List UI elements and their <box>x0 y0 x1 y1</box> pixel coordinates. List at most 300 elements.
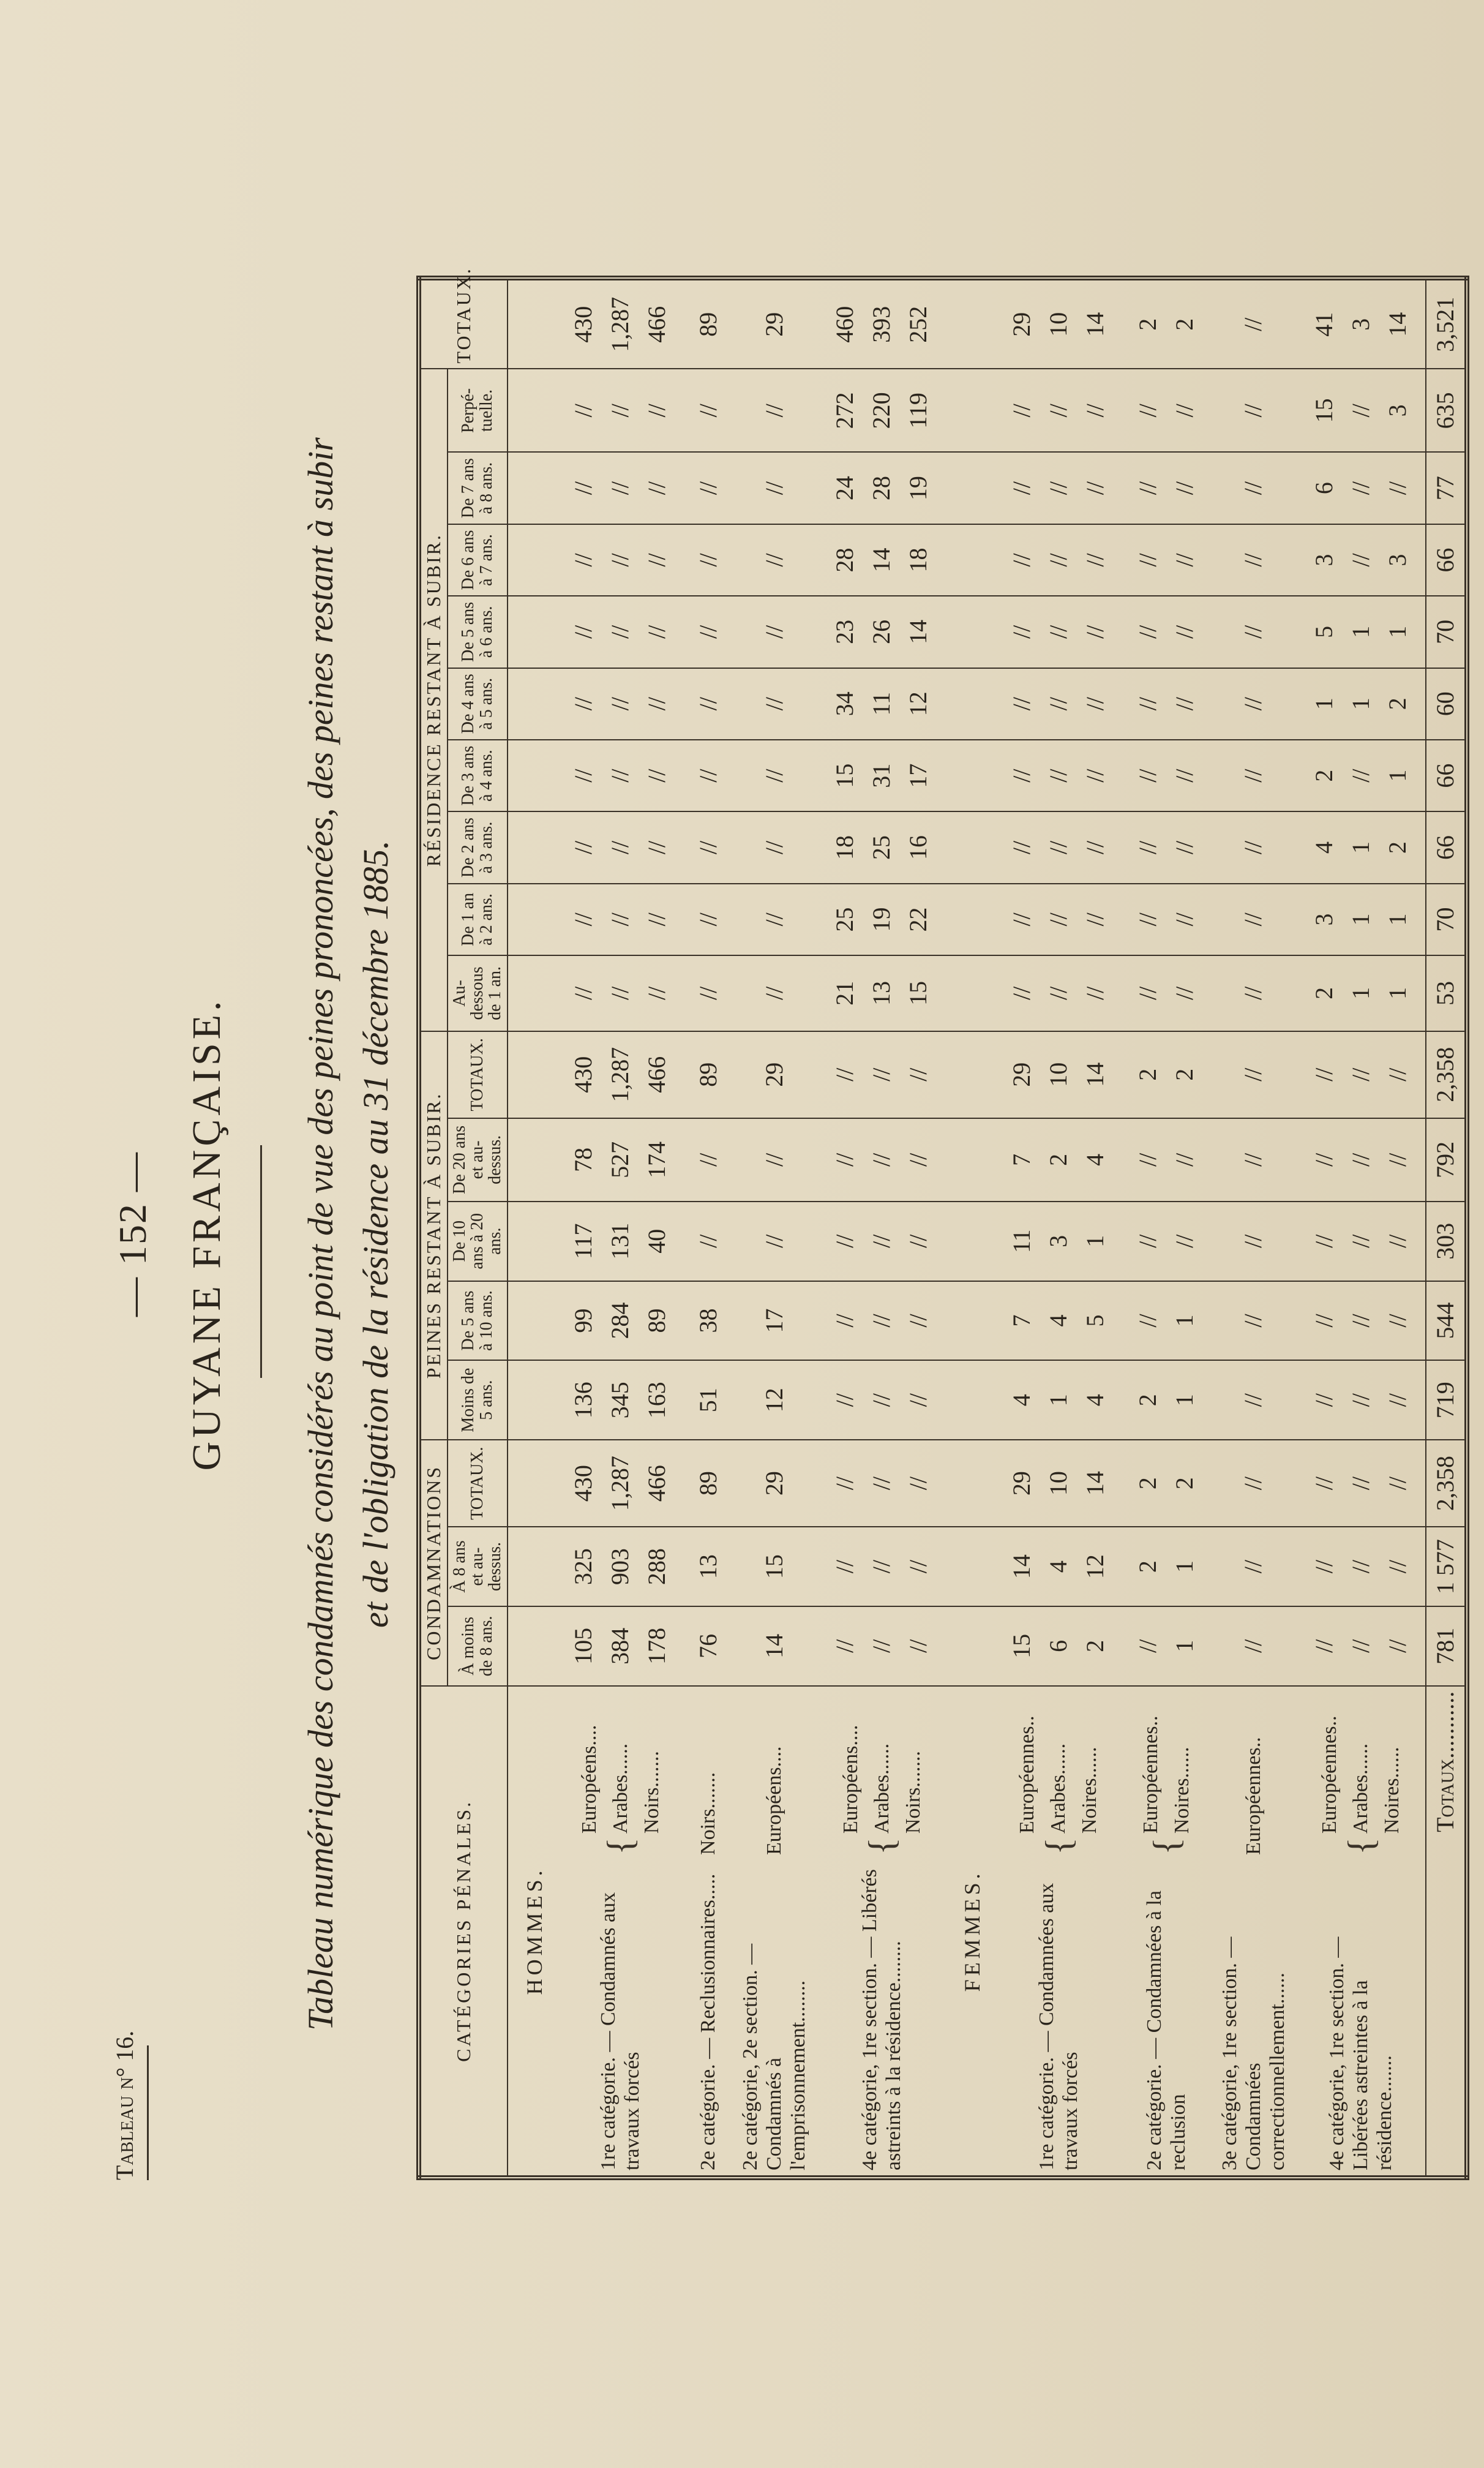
value: 903 <box>606 1548 634 1586</box>
res-cell <box>1296 955 1425 1031</box>
value: // <box>1134 1314 1162 1328</box>
res-cell <box>817 884 946 955</box>
category-label: 1re catégorie. — Condamnées aux travaux forcés <box>1035 1883 1082 2170</box>
res-cell <box>1210 884 1296 955</box>
value: 11 <box>1007 1229 1035 1253</box>
table-row <box>556 278 684 2178</box>
value: // <box>643 840 671 855</box>
cond-cell <box>1123 1440 1210 1527</box>
total-cell <box>994 278 1123 369</box>
value: // <box>1007 986 1035 1001</box>
value: // <box>1171 1153 1199 1167</box>
total-cell <box>1210 278 1296 369</box>
value: // <box>904 1477 932 1491</box>
value: 15 <box>831 763 858 788</box>
value: // <box>606 986 634 1001</box>
value: // <box>1171 625 1199 639</box>
category-label: 4e catégorie, 1re section. — Libérées astreintes à la résidence....... <box>1325 1936 1396 2170</box>
value: 15 <box>1310 398 1338 423</box>
value: 252 <box>904 306 932 343</box>
value: // <box>1081 553 1109 567</box>
value: 2 <box>1383 698 1411 710</box>
res-cell <box>994 369 1123 452</box>
subcategory-label: Noirs....... <box>901 1751 924 1834</box>
value: // <box>760 625 788 639</box>
value: 466 <box>643 1465 671 1502</box>
value: // <box>1239 404 1267 418</box>
peines-cell <box>817 1360 946 1440</box>
res-cell <box>1296 740 1425 811</box>
value: // <box>904 1234 932 1248</box>
peines-cell <box>732 1031 817 1118</box>
value: // <box>1346 553 1374 567</box>
empty-cell <box>946 811 994 883</box>
value: 99 <box>569 1308 598 1333</box>
value: // <box>1007 769 1035 783</box>
value: // <box>1239 481 1267 495</box>
value: 1 <box>1346 698 1374 710</box>
value: // <box>1239 317 1267 331</box>
category-cell <box>1296 1860 1425 2178</box>
header-res-col: De 7 ans à 8 ans. <box>448 452 508 524</box>
value: 178 <box>643 1627 671 1665</box>
res-cell <box>1123 811 1210 883</box>
peines-cell <box>1296 1118 1425 1202</box>
value: 105 <box>569 1627 598 1665</box>
totals-res-cell: 60 <box>1426 668 1467 740</box>
res-cell <box>1210 740 1296 811</box>
statistics-table <box>416 267 1469 2180</box>
value: // <box>868 1559 895 1574</box>
res-cell <box>994 740 1123 811</box>
cond-cell <box>817 1606 946 1686</box>
value: // <box>760 481 788 495</box>
res-cell <box>556 955 684 1031</box>
value: 11 <box>868 692 895 716</box>
empty-cell <box>508 668 556 740</box>
value: // <box>1346 1067 1374 1082</box>
value: // <box>569 986 598 1001</box>
subcategory-cell <box>1296 1686 1425 1860</box>
res-cell <box>1123 369 1210 452</box>
value: // <box>694 553 722 567</box>
subcategory-list <box>574 1725 667 1834</box>
cond-cell <box>817 1440 946 1527</box>
value: // <box>1134 769 1162 783</box>
value: 174 <box>643 1141 671 1178</box>
brace-glyph: { <box>861 1837 902 1855</box>
header-totaux: TOTAUX. <box>419 278 508 369</box>
subcategory-label: Arabes...... <box>609 1743 632 1834</box>
empty-cell <box>946 1440 994 1527</box>
value: // <box>1310 1559 1338 1574</box>
res-cell <box>556 452 684 524</box>
value: 1 <box>1171 1639 1199 1652</box>
value: // <box>569 481 598 495</box>
grand-total-cell: 3,521 <box>1426 278 1467 369</box>
peines-cell <box>817 1118 946 1202</box>
value: // <box>831 1153 858 1167</box>
value: 2 <box>1044 1153 1072 1166</box>
value: 13 <box>694 1554 722 1579</box>
value: 12 <box>1081 1554 1109 1579</box>
total-cell <box>1123 278 1210 369</box>
category-label: 1re catégorie. — Condamnés aux travaux forcés <box>597 1892 644 2170</box>
subcategory-cell <box>685 1686 732 1860</box>
subcategory-group <box>1135 1691 1197 1855</box>
value: 29 <box>760 312 788 337</box>
page-title: GUYANE FRANÇAISE. <box>184 997 229 1471</box>
subcategory-label: Européennes.. <box>1242 1737 1265 1855</box>
cond-cell <box>1210 1440 1296 1527</box>
value: // <box>1310 1234 1338 1248</box>
empty-cell <box>508 955 556 1031</box>
brace-glyph: { <box>1146 1837 1187 1855</box>
totals-res-cell: 70 <box>1426 596 1467 668</box>
res-cell <box>556 811 684 883</box>
value: // <box>1171 986 1199 1001</box>
empty-cell <box>946 596 994 668</box>
value: 76 <box>694 1633 722 1658</box>
subcategory-label: Noirs....... <box>697 1772 720 1855</box>
table-row <box>817 278 946 2178</box>
value: 4 <box>1081 1153 1109 1166</box>
peines-cell <box>685 1360 732 1440</box>
value: // <box>1383 1393 1411 1407</box>
empty-cell <box>508 596 556 668</box>
value: // <box>868 1234 895 1248</box>
value: 89 <box>643 1308 671 1333</box>
value: 1 <box>1346 913 1374 926</box>
value: // <box>1346 1477 1374 1491</box>
value: 4 <box>1007 1394 1035 1407</box>
subcategory-group <box>835 1691 929 1855</box>
value: // <box>1044 553 1072 567</box>
value: 19 <box>868 907 895 932</box>
peines-cell <box>1296 1281 1425 1361</box>
section-title: HOMMES. <box>508 1686 556 2178</box>
section-row <box>508 278 556 2178</box>
value: 345 <box>606 1382 634 1419</box>
value: // <box>694 912 722 927</box>
value: 12 <box>760 1388 788 1413</box>
peines-cell <box>732 1202 817 1281</box>
value: 1 <box>1383 769 1411 782</box>
empty-cell <box>946 1606 994 1686</box>
totals-res-cell: 635 <box>1426 369 1467 452</box>
subcategory-list <box>692 1772 724 1855</box>
empty-cell <box>946 1527 994 1606</box>
value: // <box>606 481 634 495</box>
res-cell <box>817 955 946 1031</box>
res-cell <box>817 369 946 452</box>
totals-peines-cell: 719 <box>1426 1360 1467 1440</box>
subcategory-cell <box>732 1686 817 1860</box>
res-cell <box>732 524 817 596</box>
value: // <box>904 1067 932 1082</box>
value: // <box>643 553 671 567</box>
peines-cell <box>556 1281 684 1361</box>
value: 119 <box>904 393 932 429</box>
value: // <box>1081 840 1109 855</box>
value: // <box>1134 1639 1162 1653</box>
value: 393 <box>868 306 895 343</box>
value: // <box>1239 1067 1267 1082</box>
value: 3 <box>1383 554 1411 566</box>
value: // <box>1171 1234 1199 1248</box>
res-cell <box>994 524 1123 596</box>
value: // <box>606 840 634 855</box>
value: // <box>1239 1314 1267 1328</box>
totals-peines-cell: 2,358 <box>1426 1031 1467 1118</box>
res-cell <box>1123 955 1210 1031</box>
value: // <box>1044 912 1072 927</box>
value: 51 <box>694 1388 722 1413</box>
empty-cell <box>946 1118 994 1202</box>
value: 89 <box>694 1471 722 1496</box>
value: 1 <box>1346 841 1374 854</box>
res-cell <box>556 668 684 740</box>
peines-cell <box>685 1202 732 1281</box>
value: // <box>1134 1153 1162 1167</box>
value: 1 <box>1171 1314 1199 1327</box>
peines-cell <box>1123 1281 1210 1361</box>
value: // <box>694 769 722 783</box>
header-peines-col: De 10 ans à 20 ans. <box>448 1202 508 1281</box>
table-body <box>508 278 1467 2178</box>
value: // <box>1383 1559 1411 1574</box>
res-cell <box>994 596 1123 668</box>
value: 29 <box>760 1471 788 1496</box>
cond-cell <box>994 1527 1123 1606</box>
value: // <box>868 1067 895 1082</box>
cond-cell <box>732 1606 817 1686</box>
peines-cell <box>732 1281 817 1361</box>
res-cell <box>556 596 684 668</box>
value: 2 <box>1081 1639 1109 1652</box>
empty-cell <box>946 369 994 452</box>
value: // <box>760 912 788 927</box>
empty-cell <box>946 955 994 1031</box>
value: // <box>569 553 598 567</box>
res-cell <box>685 811 732 883</box>
value: 16 <box>904 835 932 860</box>
value: // <box>1134 697 1162 711</box>
value: 1 <box>1383 987 1411 999</box>
value: 28 <box>868 476 895 501</box>
value: 460 <box>831 306 858 343</box>
totals-peines-cell: 544 <box>1426 1281 1467 1361</box>
res-cell <box>817 811 946 883</box>
res-cell <box>1210 811 1296 883</box>
res-cell <box>1296 452 1425 524</box>
subcategory-label: Arabes...... <box>870 1743 893 1834</box>
peines-cell <box>1123 1118 1210 1202</box>
value: 466 <box>643 1056 671 1093</box>
total-cell <box>1296 278 1425 369</box>
subcategory-cell <box>1210 1686 1296 1860</box>
res-cell <box>1123 452 1210 524</box>
value: // <box>1346 1639 1374 1653</box>
total-cell <box>685 278 732 369</box>
value: // <box>569 840 598 855</box>
res-cell <box>1210 452 1296 524</box>
value: // <box>1171 912 1199 927</box>
value: // <box>1044 697 1072 711</box>
value: // <box>694 1153 722 1167</box>
subcategory-label: Arabes...... <box>1349 1743 1373 1834</box>
value: 14 <box>904 619 932 644</box>
value: // <box>643 912 671 927</box>
value: // <box>1007 625 1035 639</box>
value: // <box>1239 697 1267 711</box>
value: // <box>868 1639 895 1653</box>
empty-cell <box>508 278 556 369</box>
value: // <box>1239 553 1267 567</box>
value: // <box>1171 697 1199 711</box>
value: 29 <box>1007 312 1035 337</box>
value: 1 <box>1081 1235 1109 1247</box>
empty-cell <box>946 1031 994 1118</box>
cond-cell <box>1296 1527 1425 1606</box>
totals-peines-cell: 792 <box>1426 1118 1467 1202</box>
totals-res-cell: 66 <box>1426 811 1467 883</box>
value: // <box>760 404 788 418</box>
value: // <box>606 912 634 927</box>
peines-cell <box>685 1281 732 1361</box>
peines-cell <box>1296 1202 1425 1281</box>
value: 24 <box>831 476 858 501</box>
res-cell <box>685 668 732 740</box>
value: // <box>1310 1314 1338 1328</box>
subcategory-label: Européennes.. <box>1318 1715 1341 1834</box>
value: // <box>1310 1153 1338 1167</box>
value: 19 <box>904 476 932 501</box>
peines-cell <box>1210 1360 1296 1440</box>
value: // <box>1310 1067 1338 1082</box>
res-cell <box>1123 884 1210 955</box>
totals-cond-cell: 781 <box>1426 1606 1467 1686</box>
value: 6 <box>1310 482 1338 495</box>
totals-label: Totaux........... <box>1426 1686 1467 2178</box>
value: 6 <box>1044 1639 1072 1652</box>
category-cell <box>817 1860 946 2178</box>
value: 1 <box>1383 913 1411 926</box>
value: // <box>569 912 598 927</box>
subtitle-line-2: et de l'obligation de la résidence au 31 décembre 1885. <box>356 840 395 1628</box>
cond-cell <box>1210 1606 1296 1686</box>
res-cell <box>685 955 732 1031</box>
empty-cell <box>946 1202 994 1281</box>
res-cell <box>994 884 1123 955</box>
peines-cell <box>994 1118 1123 1202</box>
cond-cell <box>994 1606 1123 1686</box>
peines-cell <box>556 1118 684 1202</box>
value: 40 <box>643 1228 671 1254</box>
res-cell <box>994 668 1123 740</box>
value: 3 <box>1044 1235 1072 1247</box>
value: // <box>868 1393 895 1407</box>
empty-cell <box>508 1118 556 1202</box>
value: // <box>1007 553 1035 567</box>
header-res-col: De 1 an à 2 ans. <box>448 884 508 955</box>
value: 384 <box>606 1627 634 1665</box>
res-cell <box>732 884 817 955</box>
value: 14 <box>1081 1062 1109 1087</box>
header-res-col: Au-dessous de 1 an. <box>448 955 508 1031</box>
value: // <box>1346 404 1374 418</box>
value: 131 <box>606 1222 634 1260</box>
value: // <box>868 1477 895 1491</box>
value: // <box>1134 625 1162 639</box>
value: // <box>1134 986 1162 1001</box>
subcategory-label: Arabes...... <box>1047 1743 1070 1834</box>
category-label: 2e catégorie, 2e section. — Condamnés à l'emprisonnement........ <box>739 1943 810 2170</box>
value: // <box>831 1393 858 1407</box>
value: // <box>1081 697 1109 711</box>
total-cell <box>556 278 684 369</box>
empty-cell <box>508 369 556 452</box>
empty-cell <box>508 1440 556 1527</box>
res-cell <box>817 596 946 668</box>
value: 1 <box>1171 1394 1199 1407</box>
header-condamnations: CONDAMNATIONS <box>419 1440 448 1686</box>
res-cell <box>1296 524 1425 596</box>
subcategory-group <box>1011 1691 1105 1855</box>
res-cell <box>556 369 684 452</box>
value: 1 <box>1171 1560 1199 1573</box>
value: // <box>569 404 598 418</box>
value: // <box>1239 1393 1267 1407</box>
value: 2 <box>1134 1560 1162 1573</box>
value: // <box>1134 553 1162 567</box>
cond-cell <box>685 1440 732 1527</box>
value: 14 <box>1383 312 1411 337</box>
value: 13 <box>868 980 895 1006</box>
value: 14 <box>868 547 895 573</box>
value: 41 <box>1310 312 1338 337</box>
value: 7 <box>1007 1153 1035 1166</box>
res-cell <box>685 452 732 524</box>
res-cell <box>732 452 817 524</box>
value: // <box>1081 912 1109 927</box>
subcategory-label: Noirs....... <box>640 1751 663 1834</box>
value: // <box>760 769 788 783</box>
total-cell <box>817 278 946 369</box>
header-res-col: Perpé-tuelle. <box>448 369 508 452</box>
value: // <box>1239 1559 1267 1574</box>
res-cell <box>1296 369 1425 452</box>
value: // <box>1171 769 1199 783</box>
subcategory-cell <box>556 1686 684 1860</box>
res-cell <box>994 811 1123 883</box>
value: 34 <box>831 691 858 717</box>
peines-cell <box>1123 1360 1210 1440</box>
value: 14 <box>1081 312 1109 337</box>
value: 29 <box>1007 1471 1035 1496</box>
value: // <box>643 404 671 418</box>
subcategory-group <box>692 1691 724 1855</box>
value: // <box>606 697 634 711</box>
subcategory-group <box>574 1691 667 1855</box>
value: 5 <box>1310 625 1338 638</box>
peines-cell <box>817 1202 946 1281</box>
value: 2 <box>1171 1068 1199 1081</box>
value: // <box>1239 769 1267 783</box>
value: // <box>831 1234 858 1248</box>
subcategory-label: Européens.... <box>839 1725 862 1834</box>
value: 14 <box>1081 1471 1109 1496</box>
